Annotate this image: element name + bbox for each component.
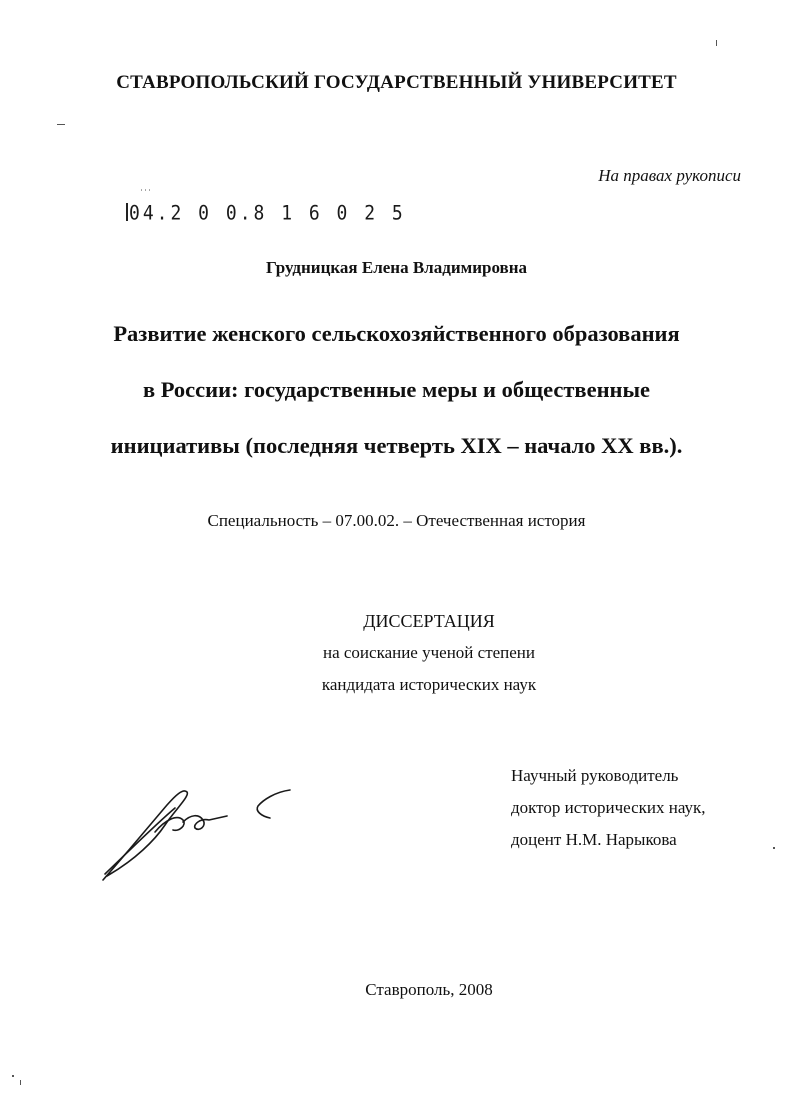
advisor-name: доцент Н.М. Нарыкова [511,830,677,849]
city-year: Ставрополь, 2008 [365,980,493,999]
specialty: Специальность – 07.00.02. – Отечественная история [207,511,586,530]
advisor-degree: доктор исторических наук, [511,798,706,817]
scan-speck [773,847,775,849]
title-line: инициативы (последняя четверть XIX – начало XX вв.). [110,433,683,458]
scientific-advisor [511,760,706,856]
title-line: Развитие женского сельскохозяйственного образования [113,321,680,346]
scan-speck [716,40,717,46]
title-line: в России: государственные меры и общественные [142,377,651,402]
dissertation-degree-block [0,605,793,701]
dissertation-heading: ДИССЕРТАЦИЯ [363,611,495,631]
catalog-bar [126,203,128,221]
dissertation-title [0,314,793,482]
signature-icon [95,770,305,890]
rights-note: На правах рукописи [598,166,741,185]
university-name: СТАВРОПОЛЬСКИЙ ГОСУДАРСТВЕННЫЙ УНИВЕРСИТЕТ [116,72,677,93]
degree-line: на соискание ученой степени [322,643,536,662]
scan-speck [57,124,65,125]
catalog-marks: ˙˙˙ [140,188,152,198]
catalog-number: 04.2 0 0.8 1 6 0 2 5 [129,202,406,226]
advisor-role: Научный руководитель [511,766,679,785]
scan-speck [20,1080,21,1085]
scan-speck [12,1075,14,1077]
author-name: Грудницкая Елена Владимировна [266,258,527,277]
degree-line: кандидата исторических наук [321,675,537,694]
